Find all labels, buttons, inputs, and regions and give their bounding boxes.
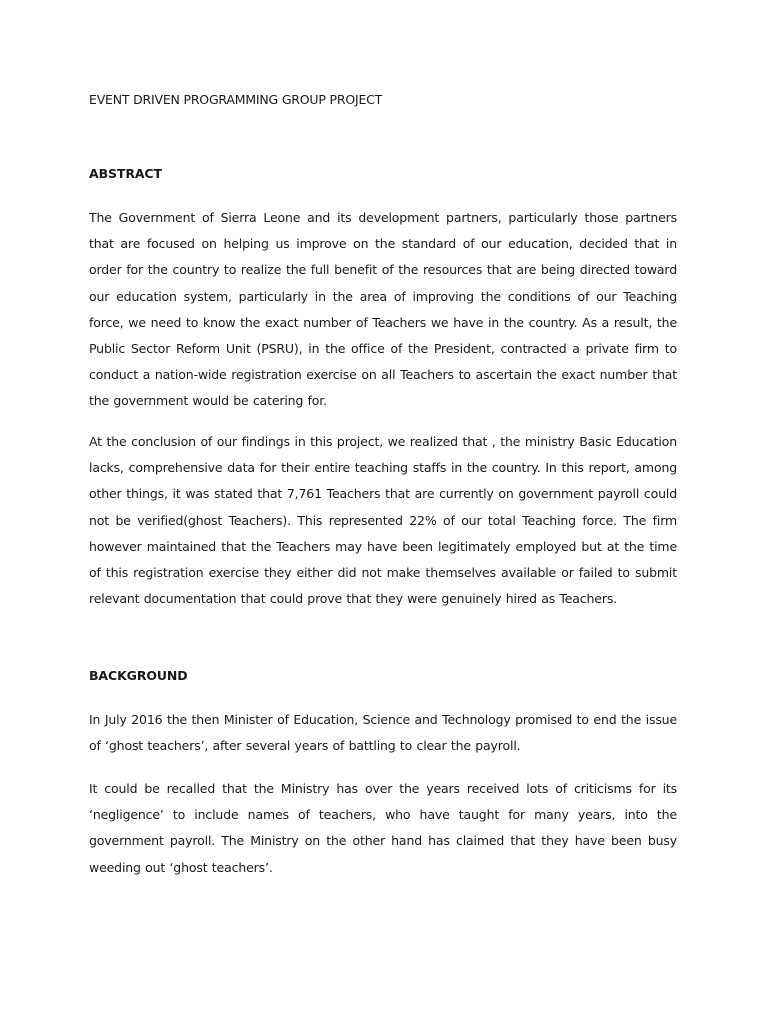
section-heading-background: BACKGROUND bbox=[89, 668, 188, 683]
abstract-paragraph-2: At the conclusion of our findings in this project, we realized that , the ministry Basic Education lacks, comprehensive data for their entire teaching staffs in the country. In this report, among other things, it was stated that 7,761 Teachers that are currently on government payroll could not be verified(ghost Teachers). This represented 22% of our total Teaching force. The firm however maintained that the Teachers may have been legitimately employed but at the time of this registration exercise they either did not make themselves available or failed to submit relevant documentation that could prove that they were genuinely hired as Teachers. bbox=[89, 434, 677, 607]
section-heading-abstract: ABSTRACT bbox=[89, 166, 162, 181]
background-paragraph-1: In July 2016 the then Minister of Education, Science and Technology promised to end the issue of ‘ghost teachers’, after several years of battling to clear the payroll. bbox=[89, 712, 677, 754]
background-paragraph-2: It could be recalled that the Ministry has over the years received lots of criticisms for its ‘negligence’ to include names of teachers, who have taught for many years, into the government payroll. The Ministry on the other hand has claimed that they have been busy weeding out ‘ghost teachers’. bbox=[89, 781, 677, 875]
document-title: EVENT DRIVEN PROGRAMMING GROUP PROJECT bbox=[89, 92, 383, 107]
abstract-paragraph-1: The Government of Sierra Leone and its development partners, particularly those partners that are focused on helping us improve on the standard of our education, decided that in order for the country to realize the full benefit of the resources that are being directed toward our education system, particularly in the area of improving the conditions of our Teaching force, we need to know the exact number of Teachers we have in the country. As a result, the Public Sector Reform Unit (PSRU), in the office of the President, contracted a private firm to conduct a nation-wide registration exercise on all Teachers to ascertain the exact number that the government would be catering for. bbox=[89, 210, 677, 409]
